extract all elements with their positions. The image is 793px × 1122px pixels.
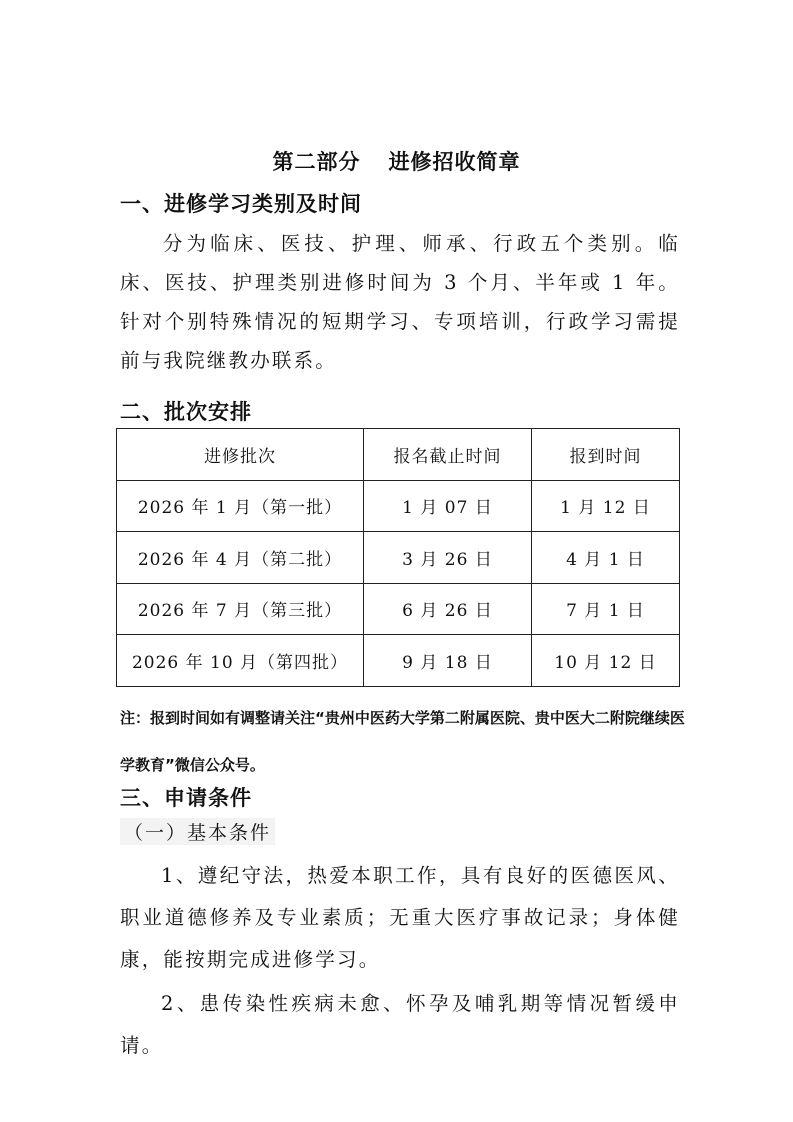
column-header: 进修批次 [117,429,364,481]
schedule-note: 注：报到时间如有调整请关注“贵州中医药大学第二附属医院、贵中医大二附院继续医学教育”微信公众号。 [120,709,685,774]
column-header: 报名截止时间 [364,429,532,481]
table-cell: 2026 年 10 月（第四批） [117,635,364,687]
table-cell: 2026 年 4 月（第二批） [117,532,364,584]
table-header-row [117,429,680,481]
batch-table [116,428,680,687]
title-name: 进修招收简章 [388,150,521,174]
table-cell: 6 月 26 日 [364,583,532,635]
table-cell: 9 月 18 日 [364,635,532,687]
table-cell: 10 月 12 日 [532,635,680,687]
page-title [0,146,793,176]
table-cell: 1 月 07 日 [364,480,532,532]
table-row [117,583,680,635]
column-header: 报到时间 [532,429,680,481]
table-cell: 1 月 12 日 [532,480,680,532]
section-heading-categories: 一、进修学习类别及时间 [120,192,362,216]
section-heading-batches: 二、批次安排 [120,400,252,424]
condition-item [120,855,680,981]
table-row [117,480,680,532]
categories-paragraph-text: 分为临床、医技、护理、师承、行政五个类别。临床、医技、护理类别进修时间为 3 个月、半年或 1 年。针对个别特殊情况的短期学习、专项培训，行政学习需提前与我院继教办联系。 [120,232,680,372]
title-part: 第二部分 [272,150,361,174]
table-cell: 4 月 1 日 [532,532,680,584]
table-row [117,635,680,687]
categories-paragraph [120,224,680,380]
condition-item [120,983,680,1067]
condition-item-text: 1、遵纪守法，热爱本职工作，具有良好的医德医风、职业道德修养及专业素质；无重大医疗事故记录；身体健康，能按期完成进修学习。 [120,864,680,971]
table-row [117,532,680,584]
table-cell: 2026 年 1 月（第一批） [117,480,364,532]
section-heading-conditions: 三、申请条件 [120,786,252,810]
table-cell: 3 月 26 日 [364,532,532,584]
condition-item-text: 2、患传染性疾病未愈、怀孕及哺乳期等情况暂缓申请。 [120,992,680,1057]
table-cell: 7 月 1 日 [532,583,680,635]
subsection-heading-basic: （一）基本条件 [120,818,275,845]
table-cell: 2026 年 7 月（第三批） [117,583,364,635]
